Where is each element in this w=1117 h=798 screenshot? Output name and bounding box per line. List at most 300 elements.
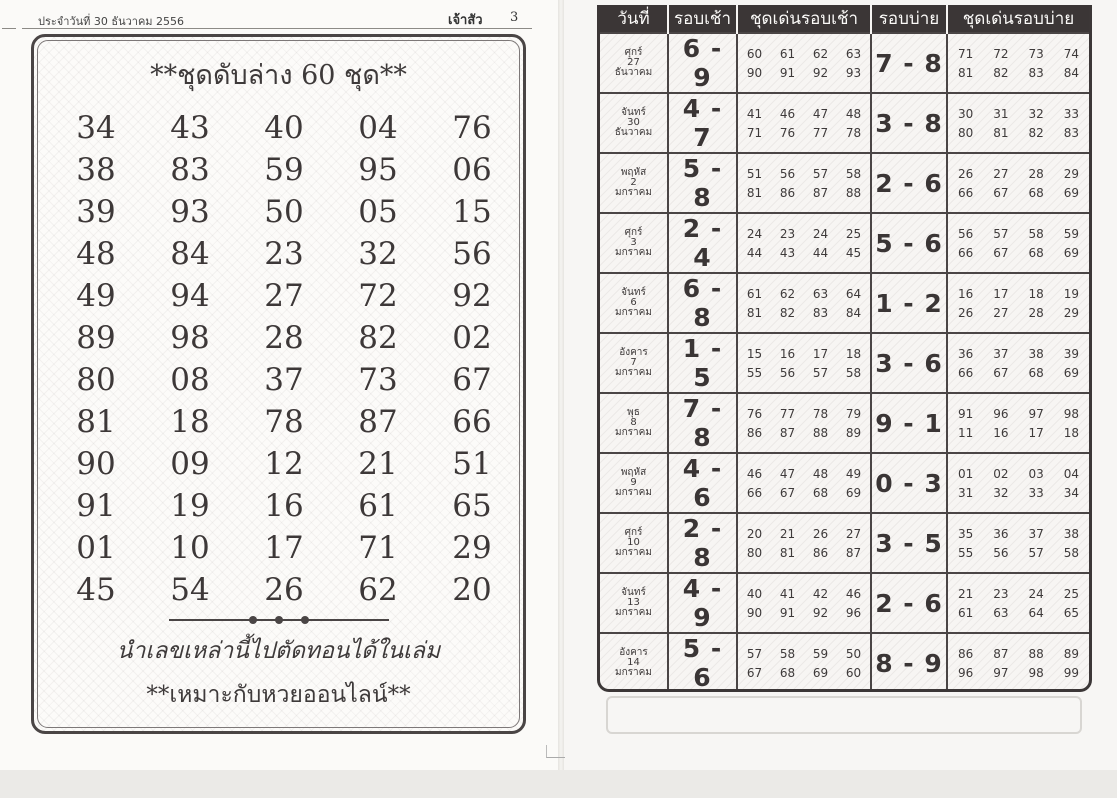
set-number: 23 bbox=[779, 226, 796, 241]
number-cell: 78 bbox=[264, 404, 304, 440]
date-month: มกราคม bbox=[615, 667, 652, 678]
set-number: 90 bbox=[746, 605, 763, 620]
set-number: 98 bbox=[1063, 406, 1080, 421]
set-number: 58 bbox=[779, 646, 796, 661]
set-number: 66 bbox=[746, 485, 763, 500]
set-number: 62 bbox=[779, 286, 796, 301]
set-number: 45 bbox=[845, 245, 862, 260]
table-header-row bbox=[600, 5, 1089, 33]
number-row bbox=[49, 233, 519, 275]
set-number: 63 bbox=[812, 286, 829, 301]
set-number: 82 bbox=[993, 65, 1009, 80]
number-row bbox=[49, 191, 519, 233]
set-number: 61 bbox=[746, 286, 763, 301]
set-number: 55 bbox=[957, 545, 974, 560]
set-number: 68 bbox=[812, 485, 829, 500]
divider-dot bbox=[275, 616, 283, 624]
header-date-column: วันที่ bbox=[600, 5, 668, 33]
set-number: 89 bbox=[845, 425, 862, 440]
date-month: มกราคม bbox=[615, 487, 652, 498]
set-number: 81 bbox=[746, 305, 763, 320]
set-number: 91 bbox=[779, 65, 796, 80]
set-number: 78 bbox=[845, 125, 862, 140]
table-row bbox=[600, 513, 1089, 573]
number-set-grid bbox=[948, 107, 1089, 140]
number-set-grid bbox=[738, 47, 870, 80]
number-cell: 72 bbox=[358, 278, 398, 314]
number-cell: 49 bbox=[76, 278, 116, 314]
date-day: ศุกร์ bbox=[624, 527, 643, 538]
set-number: 66 bbox=[957, 365, 974, 380]
set-number: 92 bbox=[812, 605, 829, 620]
number-cell: 23 bbox=[264, 236, 304, 272]
number-cell: 19 bbox=[170, 488, 210, 524]
number-set-grid bbox=[948, 167, 1089, 200]
date-month: มกราคม bbox=[615, 367, 652, 378]
number-cell: 66 bbox=[452, 404, 492, 440]
set-number: 69 bbox=[812, 665, 829, 680]
afternoon-pair-cell: 3 - 8 bbox=[871, 93, 947, 153]
number-set-grid bbox=[948, 587, 1089, 620]
number-cell: 01 bbox=[76, 530, 116, 566]
set-number: 61 bbox=[779, 46, 796, 61]
number-row bbox=[49, 485, 519, 527]
set-number: 26 bbox=[812, 526, 829, 541]
morning-sets-cell bbox=[737, 453, 871, 513]
set-number: 48 bbox=[812, 466, 829, 481]
morning-sets-cell bbox=[737, 213, 871, 273]
afternoon-pair-cell: 9 - 1 bbox=[871, 393, 947, 453]
set-number: 62 bbox=[812, 46, 829, 61]
set-number: 27 bbox=[993, 166, 1009, 181]
morning-pair-cell: 6 - 9 bbox=[668, 33, 737, 93]
margin-tick bbox=[2, 28, 16, 29]
set-number: 11 bbox=[957, 425, 974, 440]
afternoon-sets-cell bbox=[947, 273, 1089, 333]
number-cell: 04 bbox=[358, 110, 398, 146]
set-number: 58 bbox=[1063, 545, 1080, 560]
table-row bbox=[600, 213, 1089, 273]
table-row bbox=[600, 333, 1089, 393]
set-number: 33 bbox=[1028, 485, 1044, 500]
number-set-grid bbox=[738, 467, 870, 500]
set-number: 60 bbox=[845, 665, 862, 680]
header-date: ประจำวันที่ 30 ธันวาคม 2556 bbox=[38, 15, 185, 28]
set-number: 67 bbox=[746, 665, 763, 680]
number-cell: 73 bbox=[358, 362, 398, 398]
number-cell: 67 bbox=[452, 362, 492, 398]
set-number: 72 bbox=[993, 46, 1009, 61]
morning-pair-cell: 1 - 5 bbox=[668, 333, 737, 393]
set-number: 04 bbox=[1063, 466, 1080, 481]
set-number: 37 bbox=[1028, 526, 1044, 541]
ornament-divider bbox=[169, 615, 389, 625]
set-number: 28 bbox=[1028, 166, 1044, 181]
set-number: 17 bbox=[1028, 425, 1044, 440]
number-cell: 95 bbox=[358, 152, 398, 188]
set-number: 17 bbox=[993, 286, 1009, 301]
afternoon-pair-cell: 2 - 6 bbox=[871, 153, 947, 213]
date-date: 8 bbox=[630, 417, 637, 428]
set-number: 92 bbox=[812, 65, 829, 80]
afternoon-pair-cell: 5 - 6 bbox=[871, 213, 947, 273]
set-number: 79 bbox=[845, 406, 862, 421]
set-number: 47 bbox=[812, 106, 829, 121]
set-number: 57 bbox=[812, 365, 829, 380]
number-cell: 40 bbox=[264, 110, 304, 146]
header-afternoon-sets-column: ชุดเด่นรอบบ่าย bbox=[947, 5, 1089, 33]
set-number: 39 bbox=[1063, 346, 1080, 361]
morning-pair-cell: 4 - 6 bbox=[668, 453, 737, 513]
set-number: 29 bbox=[1063, 166, 1080, 181]
set-number: 98 bbox=[1028, 665, 1044, 680]
number-cell: 91 bbox=[76, 488, 116, 524]
set-number: 21 bbox=[957, 586, 974, 601]
date-cell bbox=[600, 513, 668, 573]
date-day: ศุกร์ bbox=[624, 47, 643, 58]
set-number: 63 bbox=[993, 605, 1009, 620]
number-cell: 15 bbox=[452, 194, 492, 230]
date-date: 30 bbox=[627, 117, 640, 128]
set-number: 81 bbox=[779, 545, 796, 560]
table-row bbox=[600, 93, 1089, 153]
number-set-grid bbox=[948, 347, 1089, 380]
number-set-grid bbox=[738, 527, 870, 560]
date-date: 27 bbox=[627, 57, 640, 68]
set-number: 16 bbox=[779, 346, 796, 361]
set-number: 88 bbox=[812, 425, 829, 440]
panel-note: นำเลขเหล่านี้ไปตัดทอนได้ในเล่ม bbox=[116, 638, 441, 664]
set-number: 59 bbox=[1063, 226, 1080, 241]
set-number: 28 bbox=[1028, 305, 1044, 320]
set-number: 96 bbox=[993, 406, 1009, 421]
set-number: 56 bbox=[957, 226, 974, 241]
number-cell: 92 bbox=[452, 278, 492, 314]
number-grid bbox=[49, 107, 519, 611]
set-number: 48 bbox=[845, 106, 862, 121]
set-number: 65 bbox=[1063, 605, 1080, 620]
date-date: 7 bbox=[630, 357, 637, 368]
number-cell: 43 bbox=[170, 110, 210, 146]
number-row bbox=[49, 275, 519, 317]
set-number: 42 bbox=[812, 586, 829, 601]
number-set-grid bbox=[738, 347, 870, 380]
set-number: 88 bbox=[1028, 646, 1044, 661]
number-set-grid bbox=[738, 587, 870, 620]
set-number: 86 bbox=[812, 545, 829, 560]
date-cell bbox=[600, 633, 668, 692]
date-cell bbox=[600, 153, 668, 213]
set-number: 16 bbox=[957, 286, 974, 301]
set-number: 38 bbox=[1028, 346, 1044, 361]
date-cell bbox=[600, 33, 668, 93]
set-number: 56 bbox=[779, 365, 796, 380]
number-cell: 29 bbox=[452, 530, 492, 566]
set-number: 37 bbox=[993, 346, 1009, 361]
set-number: 60 bbox=[746, 46, 763, 61]
morning-sets-cell bbox=[737, 573, 871, 633]
set-number: 77 bbox=[812, 125, 829, 140]
number-cell: 62 bbox=[358, 572, 398, 608]
number-cell: 94 bbox=[170, 278, 210, 314]
set-number: 38 bbox=[1063, 526, 1080, 541]
set-number: 18 bbox=[1028, 286, 1044, 301]
date-date: 14 bbox=[627, 657, 640, 668]
morning-pair-cell: 2 - 8 bbox=[668, 513, 737, 573]
number-cell: 81 bbox=[76, 404, 116, 440]
set-number: 26 bbox=[957, 305, 974, 320]
set-number: 77 bbox=[779, 406, 796, 421]
set-number: 71 bbox=[957, 46, 974, 61]
afternoon-sets-cell bbox=[947, 93, 1089, 153]
set-number: 68 bbox=[1028, 365, 1044, 380]
afternoon-pair-cell: 7 - 8 bbox=[871, 33, 947, 93]
morning-sets-cell bbox=[737, 33, 871, 93]
set-number: 02 bbox=[993, 466, 1009, 481]
date-day: จันทร์ bbox=[621, 107, 646, 118]
set-number: 86 bbox=[746, 425, 763, 440]
set-number: 35 bbox=[957, 526, 974, 541]
set-number: 31 bbox=[993, 106, 1009, 121]
set-number: 36 bbox=[957, 346, 974, 361]
set-number: 18 bbox=[1063, 425, 1080, 440]
number-cell: 48 bbox=[76, 236, 116, 272]
set-number: 82 bbox=[779, 305, 796, 320]
set-number: 63 bbox=[845, 46, 862, 61]
number-row bbox=[49, 443, 519, 485]
morning-sets-cell bbox=[737, 393, 871, 453]
date-cell bbox=[600, 273, 668, 333]
afternoon-sets-cell bbox=[947, 33, 1089, 93]
morning-sets-cell bbox=[737, 513, 871, 573]
number-cell: 05 bbox=[358, 194, 398, 230]
date-day: พฤหัส bbox=[620, 167, 647, 178]
set-number: 20 bbox=[746, 526, 763, 541]
set-number: 64 bbox=[1028, 605, 1044, 620]
set-number: 87 bbox=[993, 646, 1009, 661]
number-cell: 28 bbox=[264, 320, 304, 356]
number-cell: 87 bbox=[358, 404, 398, 440]
faded-bleed-through-banner bbox=[606, 696, 1082, 734]
header-morning-column: รอบเช้า bbox=[668, 5, 737, 33]
morning-pair-cell: 5 - 6 bbox=[668, 633, 737, 692]
morning-pair-cell: 2 - 4 bbox=[668, 213, 737, 273]
date-cell bbox=[600, 333, 668, 393]
number-cell: 83 bbox=[170, 152, 210, 188]
number-cell: 27 bbox=[264, 278, 304, 314]
number-row bbox=[49, 317, 519, 359]
set-number: 74 bbox=[1063, 46, 1080, 61]
set-number: 69 bbox=[1063, 185, 1080, 200]
number-set-grid bbox=[948, 467, 1089, 500]
set-number: 56 bbox=[993, 545, 1009, 560]
set-number: 58 bbox=[845, 166, 862, 181]
number-set-grid bbox=[948, 407, 1089, 440]
panel-title: **ชุดดับล่าง 60 ชุด** bbox=[150, 60, 407, 91]
date-cell bbox=[600, 393, 668, 453]
morning-pair-cell: 4 - 7 bbox=[668, 93, 737, 153]
date-date: 9 bbox=[630, 477, 637, 488]
set-number: 96 bbox=[957, 665, 974, 680]
number-set-grid bbox=[738, 227, 870, 260]
set-number: 96 bbox=[845, 605, 862, 620]
set-number: 21 bbox=[779, 526, 796, 541]
set-number: 68 bbox=[1028, 245, 1044, 260]
set-number: 81 bbox=[746, 185, 763, 200]
date-day: จันทร์ bbox=[621, 287, 646, 298]
number-cell: 61 bbox=[358, 488, 398, 524]
number-cell: 17 bbox=[264, 530, 304, 566]
number-cell: 84 bbox=[170, 236, 210, 272]
morning-pair-cell: 4 - 9 bbox=[668, 573, 737, 633]
number-row bbox=[49, 401, 519, 443]
date-day: อังคาร bbox=[619, 647, 648, 658]
date-day: พุธ bbox=[627, 407, 640, 418]
table-row bbox=[600, 633, 1089, 692]
number-set-grid bbox=[738, 107, 870, 140]
set-number: 91 bbox=[957, 406, 974, 421]
set-number: 57 bbox=[746, 646, 763, 661]
set-number: 41 bbox=[746, 106, 763, 121]
set-number: 47 bbox=[779, 466, 796, 481]
number-cell: 39 bbox=[76, 194, 116, 230]
panel-tagline: **เหมาะกับหวยออนไลน์** bbox=[146, 682, 411, 708]
set-number: 76 bbox=[746, 406, 763, 421]
header-publication: เจ้าสัว bbox=[448, 13, 483, 28]
afternoon-pair-cell: 2 - 6 bbox=[871, 573, 947, 633]
set-number: 57 bbox=[993, 226, 1009, 241]
number-row bbox=[49, 527, 519, 569]
set-number: 24 bbox=[746, 226, 763, 241]
table-row bbox=[600, 33, 1089, 93]
set-number: 97 bbox=[993, 665, 1009, 680]
afternoon-pair-cell: 3 - 5 bbox=[871, 513, 947, 573]
number-set-grid bbox=[948, 47, 1089, 80]
set-number: 67 bbox=[993, 185, 1009, 200]
set-number: 66 bbox=[957, 185, 974, 200]
header-page-number: 3 bbox=[510, 10, 519, 25]
date-day: พฤหัส bbox=[620, 467, 647, 478]
set-number: 25 bbox=[1063, 586, 1080, 601]
date-day: จันทร์ bbox=[621, 587, 646, 598]
morning-sets-cell bbox=[737, 333, 871, 393]
date-date: 2 bbox=[630, 177, 637, 188]
number-cell: 45 bbox=[76, 572, 116, 608]
date-day: ศุกร์ bbox=[624, 227, 643, 238]
date-cell bbox=[600, 93, 668, 153]
afternoon-sets-cell bbox=[947, 633, 1089, 692]
set-number: 83 bbox=[812, 305, 829, 320]
number-set-grid bbox=[948, 647, 1089, 680]
date-month: มกราคม bbox=[615, 427, 652, 438]
date-month: มกราคม bbox=[615, 547, 652, 558]
set-number: 86 bbox=[779, 185, 796, 200]
set-number: 24 bbox=[1028, 586, 1044, 601]
set-number: 58 bbox=[1028, 226, 1044, 241]
set-number: 50 bbox=[845, 646, 862, 661]
date-month: มกราคม bbox=[615, 187, 652, 198]
number-set-grid bbox=[738, 287, 870, 320]
set-number: 41 bbox=[779, 586, 796, 601]
set-number: 43 bbox=[779, 245, 796, 260]
page-gutter bbox=[558, 0, 564, 770]
set-number: 67 bbox=[779, 485, 796, 500]
set-number: 76 bbox=[779, 125, 796, 140]
header-morning-sets-column: ชุดเด่นรอบเช้า bbox=[737, 5, 871, 33]
set-number: 03 bbox=[1028, 466, 1044, 481]
set-number: 57 bbox=[1028, 545, 1044, 560]
number-cell: 06 bbox=[452, 152, 492, 188]
number-set-grid bbox=[948, 287, 1089, 320]
date-cell bbox=[600, 573, 668, 633]
number-cell: 54 bbox=[170, 572, 210, 608]
number-cell: 93 bbox=[170, 194, 210, 230]
number-cell: 18 bbox=[170, 404, 210, 440]
set-number: 27 bbox=[993, 305, 1009, 320]
set-number: 87 bbox=[779, 425, 796, 440]
set-number: 66 bbox=[957, 245, 974, 260]
date-month: มกราคม bbox=[615, 247, 652, 258]
set-number: 34 bbox=[1063, 485, 1080, 500]
number-cell: 98 bbox=[170, 320, 210, 356]
set-number: 87 bbox=[812, 185, 829, 200]
number-row bbox=[49, 107, 519, 149]
set-number: 56 bbox=[779, 166, 796, 181]
set-number: 61 bbox=[957, 605, 974, 620]
set-number: 91 bbox=[779, 605, 796, 620]
numbers-panel bbox=[31, 34, 526, 734]
date-month: มกราคม bbox=[615, 307, 652, 318]
set-number: 93 bbox=[845, 65, 862, 80]
set-number: 24 bbox=[812, 226, 829, 241]
set-number: 64 bbox=[845, 286, 862, 301]
table-row bbox=[600, 393, 1089, 453]
table-row bbox=[600, 153, 1089, 213]
date-day: อังคาร bbox=[619, 347, 648, 358]
number-cell: 71 bbox=[358, 530, 398, 566]
schedule-table bbox=[597, 5, 1092, 692]
afternoon-sets-cell bbox=[947, 513, 1089, 573]
date-month: ธันวาคม bbox=[614, 127, 653, 138]
set-number: 30 bbox=[957, 106, 974, 121]
afternoon-pair-cell: 8 - 9 bbox=[871, 633, 947, 692]
number-cell: 34 bbox=[76, 110, 116, 146]
set-number: 36 bbox=[993, 526, 1009, 541]
date-month: มกราคม bbox=[615, 607, 652, 618]
number-cell: 38 bbox=[76, 152, 116, 188]
set-number: 27 bbox=[845, 526, 862, 541]
number-cell: 80 bbox=[76, 362, 116, 398]
morning-sets-cell bbox=[737, 273, 871, 333]
set-number: 31 bbox=[957, 485, 974, 500]
set-number: 81 bbox=[993, 125, 1009, 140]
scan-mark bbox=[546, 745, 565, 758]
number-cell: 26 bbox=[264, 572, 304, 608]
number-row bbox=[49, 359, 519, 401]
number-cell: 76 bbox=[452, 110, 492, 146]
set-number: 86 bbox=[957, 646, 974, 661]
number-set-grid bbox=[948, 227, 1089, 260]
number-cell: 21 bbox=[358, 446, 398, 482]
number-cell: 89 bbox=[76, 320, 116, 356]
set-number: 71 bbox=[746, 125, 763, 140]
set-number: 58 bbox=[845, 365, 862, 380]
number-cell: 90 bbox=[76, 446, 116, 482]
set-number: 89 bbox=[1063, 646, 1080, 661]
morning-sets-cell bbox=[737, 93, 871, 153]
afternoon-pair-cell: 3 - 6 bbox=[871, 333, 947, 393]
set-number: 44 bbox=[746, 245, 763, 260]
